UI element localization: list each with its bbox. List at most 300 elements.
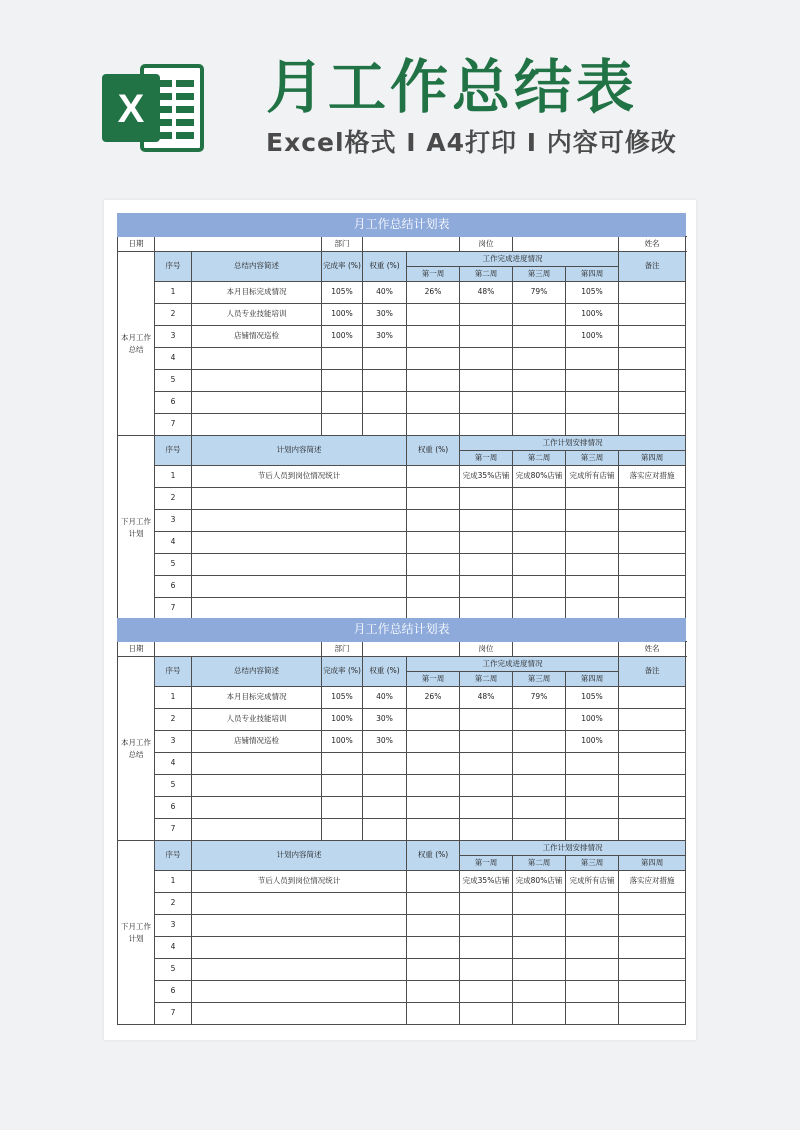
row-week-4[interactable]: [619, 554, 686, 576]
header-week-1: 第一周: [460, 451, 513, 466]
row-week-4[interactable]: [619, 915, 686, 937]
row-week-2[interactable]: [513, 576, 566, 598]
table-row: [118, 731, 686, 753]
header-week-1: 第一周: [407, 267, 460, 282]
row-week-3[interactable]: [513, 797, 566, 819]
row-week-3[interactable]: [566, 488, 619, 510]
row-week-1[interactable]: [407, 731, 460, 753]
row-weight[interactable]: [407, 576, 460, 598]
row-week-3[interactable]: [566, 510, 619, 532]
row-week-3[interactable]: [566, 959, 619, 981]
row-week-2[interactable]: [513, 915, 566, 937]
row-week-3[interactable]: [513, 304, 566, 326]
row-remark[interactable]: [619, 348, 686, 370]
page-subtitle: Excel格式 I A4打印 I 内容可修改: [266, 128, 677, 157]
worksheet-table: [117, 618, 686, 1025]
excel-logo-letter: X: [117, 87, 145, 131]
row-rate[interactable]: [322, 797, 363, 819]
row-week-1[interactable]: 26%: [407, 687, 460, 709]
row-no: 7: [155, 414, 192, 436]
table-row: [118, 981, 686, 1003]
row-week-4[interactable]: [619, 510, 686, 532]
row-no: 1: [155, 282, 192, 304]
row-week-2[interactable]: [513, 510, 566, 532]
row-week-4[interactable]: [619, 937, 686, 959]
row-week-1[interactable]: [407, 348, 460, 370]
row-week-4[interactable]: [566, 414, 619, 436]
row-week-3[interactable]: [566, 554, 619, 576]
row-content[interactable]: 店铺情况巡检: [192, 326, 322, 348]
row-week-4[interactable]: [619, 959, 686, 981]
header-content: 总结内容简述: [192, 252, 322, 282]
row-week-4[interactable]: [619, 576, 686, 598]
table-row: [118, 915, 686, 937]
row-week-3[interactable]: [513, 370, 566, 392]
header-week-4: 第四周: [566, 672, 619, 687]
row-weight[interactable]: [407, 466, 460, 488]
row-weight[interactable]: [363, 414, 407, 436]
row-week-1[interactable]: [460, 598, 513, 620]
table-row: [118, 775, 686, 797]
row-week-4[interactable]: [566, 370, 619, 392]
row-week-2[interactable]: [460, 392, 513, 414]
table-row: [118, 554, 686, 576]
row-week-2[interactable]: [460, 414, 513, 436]
row-week-3[interactable]: [566, 598, 619, 620]
row-plan-content[interactable]: [192, 510, 407, 532]
header-week-2: 第二周: [460, 672, 513, 687]
row-content[interactable]: 店铺情况巡检: [192, 731, 322, 753]
row-remark[interactable]: [619, 414, 686, 436]
row-weight[interactable]: [407, 959, 460, 981]
table-row: [118, 510, 686, 532]
row-week-4[interactable]: [619, 598, 686, 620]
plan-section-label: 下月工作计划: [118, 436, 155, 620]
header-week-2: 第二周: [513, 451, 566, 466]
table-row: [118, 598, 686, 620]
row-week-1[interactable]: [460, 959, 513, 981]
row-rate[interactable]: 105%: [322, 282, 363, 304]
row-rate[interactable]: 100%: [322, 326, 363, 348]
row-no: 6: [155, 797, 192, 819]
row-week-2[interactable]: [460, 731, 513, 753]
table-row: [118, 532, 686, 554]
row-remark[interactable]: [619, 731, 686, 753]
row-weight[interactable]: [363, 392, 407, 414]
row-remark[interactable]: [619, 326, 686, 348]
post-value-cell[interactable]: [513, 642, 619, 657]
row-week-1[interactable]: [407, 392, 460, 414]
row-week-3[interactable]: [513, 753, 566, 775]
header-week-3: 第三周: [513, 672, 566, 687]
header-week-3: 第三周: [566, 451, 619, 466]
row-remark[interactable]: [619, 775, 686, 797]
row-week-4[interactable]: 105%: [566, 282, 619, 304]
dept-label: 部门: [322, 642, 363, 657]
row-week-3[interactable]: 完成所有店铺: [566, 466, 619, 488]
row-rate[interactable]: [322, 819, 363, 841]
row-rate[interactable]: [322, 753, 363, 775]
row-week-2[interactable]: [513, 488, 566, 510]
row-plan-content[interactable]: [192, 937, 407, 959]
row-no: 4: [155, 753, 192, 775]
header-plan-content: 计划内容简述: [192, 841, 407, 871]
row-week-4[interactable]: 100%: [566, 304, 619, 326]
row-no: 2: [155, 709, 192, 731]
row-weight[interactable]: [407, 871, 460, 893]
row-week-4[interactable]: 100%: [566, 731, 619, 753]
row-weight[interactable]: 30%: [363, 709, 407, 731]
row-content[interactable]: 本月目标完成情况: [192, 687, 322, 709]
row-weight[interactable]: [407, 981, 460, 1003]
row-week-1[interactable]: [460, 576, 513, 598]
row-rate[interactable]: 100%: [322, 709, 363, 731]
row-week-4[interactable]: [619, 1003, 686, 1025]
row-content[interactable]: [192, 753, 322, 775]
row-week-3[interactable]: [513, 326, 566, 348]
row-weight[interactable]: [407, 532, 460, 554]
row-plan-content[interactable]: [192, 598, 407, 620]
row-plan-content[interactable]: [192, 576, 407, 598]
row-content[interactable]: [192, 775, 322, 797]
row-weight[interactable]: 30%: [363, 304, 407, 326]
header-week-1: 第一周: [460, 856, 513, 871]
row-week-1[interactable]: [460, 1003, 513, 1025]
row-no: 3: [155, 731, 192, 753]
row-week-2[interactable]: [460, 709, 513, 731]
row-week-3[interactable]: [513, 731, 566, 753]
header-week-2: 第二周: [513, 856, 566, 871]
row-content[interactable]: [192, 370, 322, 392]
row-week-4[interactable]: [566, 348, 619, 370]
header-rate: 完成率 (%): [322, 657, 363, 687]
table-row: [118, 370, 686, 392]
row-week-1[interactable]: [460, 915, 513, 937]
row-weight[interactable]: [407, 510, 460, 532]
row-week-2[interactable]: [460, 304, 513, 326]
row-remark[interactable]: [619, 819, 686, 841]
row-weight[interactable]: [363, 797, 407, 819]
row-week-2[interactable]: [460, 797, 513, 819]
row-week-1[interactable]: [407, 797, 460, 819]
row-no: 6: [155, 981, 192, 1003]
table-row: [118, 797, 686, 819]
row-week-4[interactable]: 105%: [566, 687, 619, 709]
row-weight[interactable]: 40%: [363, 282, 407, 304]
dept-value-cell[interactable]: [363, 642, 460, 657]
table-row: [118, 687, 686, 709]
date-label: 日期: [118, 642, 155, 657]
row-week-2[interactable]: 完成80%店铺: [513, 871, 566, 893]
post-value-cell[interactable]: [513, 237, 619, 252]
row-remark[interactable]: [619, 709, 686, 731]
post-label: 岗位: [460, 642, 513, 657]
row-no: 3: [155, 326, 192, 348]
row-rate[interactable]: [322, 392, 363, 414]
row-week-3[interactable]: [513, 775, 566, 797]
row-week-4[interactable]: 100%: [566, 326, 619, 348]
row-plan-content[interactable]: 节后人员到岗位情况统计: [192, 871, 407, 893]
row-week-1[interactable]: [407, 326, 460, 348]
row-week-1[interactable]: [407, 819, 460, 841]
row-week-3[interactable]: [513, 819, 566, 841]
table-row: [118, 871, 686, 893]
row-week-1[interactable]: [407, 753, 460, 775]
header-no: 序号: [155, 436, 192, 466]
row-rate[interactable]: [322, 370, 363, 392]
date-value-cell[interactable]: [155, 642, 322, 657]
row-week-1[interactable]: [460, 532, 513, 554]
worksheet-table: [117, 213, 686, 620]
row-no: 1: [155, 687, 192, 709]
row-week-4[interactable]: [619, 532, 686, 554]
row-content[interactable]: [192, 392, 322, 414]
row-no: 4: [155, 937, 192, 959]
row-plan-content[interactable]: [192, 893, 407, 915]
row-no: 6: [155, 392, 192, 414]
row-week-2[interactable]: [460, 775, 513, 797]
row-weight[interactable]: 30%: [363, 326, 407, 348]
row-plan-content[interactable]: [192, 488, 407, 510]
table-row: [118, 466, 686, 488]
row-rate[interactable]: [322, 775, 363, 797]
table-row: [118, 282, 686, 304]
row-week-1[interactable]: [407, 414, 460, 436]
row-week-1[interactable]: [460, 488, 513, 510]
row-remark[interactable]: [619, 282, 686, 304]
row-week-3[interactable]: [513, 348, 566, 370]
row-week-1[interactable]: [407, 709, 460, 731]
table-row: [118, 576, 686, 598]
row-no: 3: [155, 915, 192, 937]
row-content[interactable]: 本月目标完成情况: [192, 282, 322, 304]
row-week-2[interactable]: [460, 819, 513, 841]
table-row: [118, 304, 686, 326]
row-week-3[interactable]: [566, 576, 619, 598]
row-weight[interactable]: [363, 775, 407, 797]
row-week-2[interactable]: [460, 753, 513, 775]
header-plan-content: 计划内容简述: [192, 436, 407, 466]
row-remark[interactable]: [619, 304, 686, 326]
row-week-1[interactable]: [460, 510, 513, 532]
row-week-2[interactable]: [513, 893, 566, 915]
header-arrangement: 工作计划安排情况: [460, 841, 686, 856]
row-content[interactable]: [192, 819, 322, 841]
summary-section-label: 本月工作总结: [118, 252, 155, 436]
header-arrangement: 工作计划安排情况: [460, 436, 686, 451]
row-week-1[interactable]: [407, 370, 460, 392]
row-no: 5: [155, 370, 192, 392]
row-week-2[interactable]: 完成80%店铺: [513, 466, 566, 488]
row-plan-content[interactable]: [192, 554, 407, 576]
row-weight[interactable]: [363, 819, 407, 841]
header-week-4: 第四周: [619, 451, 686, 466]
row-week-1[interactable]: 26%: [407, 282, 460, 304]
row-no: 5: [155, 775, 192, 797]
header-remark: 备注: [619, 252, 686, 282]
name-label: 姓名: [619, 642, 686, 657]
header-progress: 工作完成进度情况: [407, 657, 619, 672]
sheet-title: 月工作总结计划表: [118, 619, 686, 642]
row-weight[interactable]: [407, 488, 460, 510]
row-week-4[interactable]: 落实应对措施: [619, 466, 686, 488]
header-weight: 权重 (%): [407, 436, 460, 466]
row-week-1[interactable]: [407, 304, 460, 326]
row-week-1[interactable]: 完成35%店铺: [460, 466, 513, 488]
row-no: 4: [155, 348, 192, 370]
row-week-1[interactable]: [460, 893, 513, 915]
excel-logo-icon: [102, 60, 204, 156]
row-weight[interactable]: [363, 370, 407, 392]
row-week-3[interactable]: [513, 414, 566, 436]
row-week-2[interactable]: [513, 981, 566, 1003]
row-week-4[interactable]: [619, 893, 686, 915]
row-week-2[interactable]: [460, 370, 513, 392]
row-remark[interactable]: [619, 392, 686, 414]
header-week-3: 第三周: [513, 267, 566, 282]
row-week-4[interactable]: [566, 797, 619, 819]
row-remark[interactable]: [619, 370, 686, 392]
row-weight[interactable]: [407, 1003, 460, 1025]
post-label: 岗位: [460, 237, 513, 252]
row-week-3[interactable]: [566, 1003, 619, 1025]
row-week-2[interactable]: [513, 598, 566, 620]
row-week-3[interactable]: [566, 532, 619, 554]
row-plan-content[interactable]: [192, 959, 407, 981]
plan-section-label: 下月工作计划: [118, 841, 155, 1025]
date-value-cell[interactable]: [155, 237, 322, 252]
row-plan-content[interactable]: 节后人员到岗位情况统计: [192, 466, 407, 488]
header-content: 总结内容简述: [192, 657, 322, 687]
row-content[interactable]: [192, 348, 322, 370]
header-weight: 权重 (%): [363, 252, 407, 282]
table-row: [118, 392, 686, 414]
row-weight[interactable]: [407, 598, 460, 620]
row-week-4[interactable]: [566, 753, 619, 775]
table-row: [118, 753, 686, 775]
row-weight[interactable]: 40%: [363, 687, 407, 709]
table-row: [118, 1003, 686, 1025]
table-row: [118, 326, 686, 348]
row-week-4[interactable]: [566, 775, 619, 797]
row-no: 4: [155, 532, 192, 554]
row-content[interactable]: [192, 414, 322, 436]
summary-section-label: 本月工作总结: [118, 657, 155, 841]
row-week-3[interactable]: 完成所有店铺: [566, 871, 619, 893]
row-remark[interactable]: [619, 753, 686, 775]
row-weight[interactable]: [407, 937, 460, 959]
row-week-3[interactable]: 79%: [513, 282, 566, 304]
row-week-1[interactable]: [460, 554, 513, 576]
row-rate[interactable]: 100%: [322, 731, 363, 753]
row-no: 7: [155, 1003, 192, 1025]
row-week-3[interactable]: [566, 915, 619, 937]
dept-value-cell[interactable]: [363, 237, 460, 252]
header-no: 序号: [155, 657, 192, 687]
header-remark: 备注: [619, 657, 686, 687]
row-no: 5: [155, 554, 192, 576]
row-week-2[interactable]: 48%: [460, 282, 513, 304]
row-remark[interactable]: [619, 687, 686, 709]
row-no: 5: [155, 959, 192, 981]
page-title: 月工作总结表: [266, 53, 639, 121]
row-content[interactable]: 人员专业技能培训: [192, 304, 322, 326]
row-week-2[interactable]: [513, 959, 566, 981]
sheet-body: [118, 214, 686, 620]
row-week-1[interactable]: [460, 981, 513, 1003]
header-week-1: 第一周: [407, 672, 460, 687]
row-plan-content[interactable]: [192, 981, 407, 1003]
row-week-2[interactable]: 48%: [460, 687, 513, 709]
row-week-1[interactable]: [460, 937, 513, 959]
row-content[interactable]: 人员专业技能培训: [192, 709, 322, 731]
row-weight[interactable]: [407, 893, 460, 915]
table-row: [118, 348, 686, 370]
row-week-4[interactable]: [619, 488, 686, 510]
row-rate[interactable]: 100%: [322, 304, 363, 326]
table-row: [118, 959, 686, 981]
row-no: 7: [155, 598, 192, 620]
row-week-2[interactable]: [460, 348, 513, 370]
row-rate[interactable]: [322, 348, 363, 370]
row-plan-content[interactable]: [192, 915, 407, 937]
row-week-2[interactable]: [513, 937, 566, 959]
row-plan-content[interactable]: [192, 532, 407, 554]
row-week-4[interactable]: [619, 981, 686, 1003]
row-plan-content[interactable]: [192, 1003, 407, 1025]
row-week-3[interactable]: [513, 709, 566, 731]
row-week-4[interactable]: [566, 392, 619, 414]
row-no: 7: [155, 819, 192, 841]
row-week-3[interactable]: [566, 937, 619, 959]
header-week-3: 第三周: [566, 856, 619, 871]
row-week-1[interactable]: [407, 775, 460, 797]
row-week-3[interactable]: [566, 893, 619, 915]
table-row: [118, 709, 686, 731]
row-weight[interactable]: [407, 554, 460, 576]
row-week-2[interactable]: [513, 1003, 566, 1025]
header-rate: 完成率 (%): [322, 252, 363, 282]
row-week-2[interactable]: [460, 326, 513, 348]
row-week-3[interactable]: 79%: [513, 687, 566, 709]
date-label: 日期: [118, 237, 155, 252]
row-week-2[interactable]: [513, 554, 566, 576]
row-weight[interactable]: [363, 348, 407, 370]
header-progress: 工作完成进度情况: [407, 252, 619, 267]
row-week-3[interactable]: [513, 392, 566, 414]
header-week-4: 第四周: [566, 267, 619, 282]
row-week-4[interactable]: [566, 819, 619, 841]
row-weight[interactable]: 30%: [363, 731, 407, 753]
row-rate[interactable]: [322, 414, 363, 436]
header-no: 序号: [155, 252, 192, 282]
row-content[interactable]: [192, 797, 322, 819]
row-weight[interactable]: [363, 753, 407, 775]
row-rate[interactable]: 105%: [322, 687, 363, 709]
sheet-body: [118, 619, 686, 1025]
row-no: 1: [155, 871, 192, 893]
row-week-1[interactable]: 完成35%店铺: [460, 871, 513, 893]
sheet-title: 月工作总结计划表: [118, 214, 686, 237]
row-remark[interactable]: [619, 797, 686, 819]
header-week-2: 第二周: [460, 267, 513, 282]
row-weight[interactable]: [407, 915, 460, 937]
row-no: 6: [155, 576, 192, 598]
row-week-3[interactable]: [566, 981, 619, 1003]
row-week-2[interactable]: [513, 532, 566, 554]
row-week-4[interactable]: 100%: [566, 709, 619, 731]
row-week-4[interactable]: 落实应对措施: [619, 871, 686, 893]
